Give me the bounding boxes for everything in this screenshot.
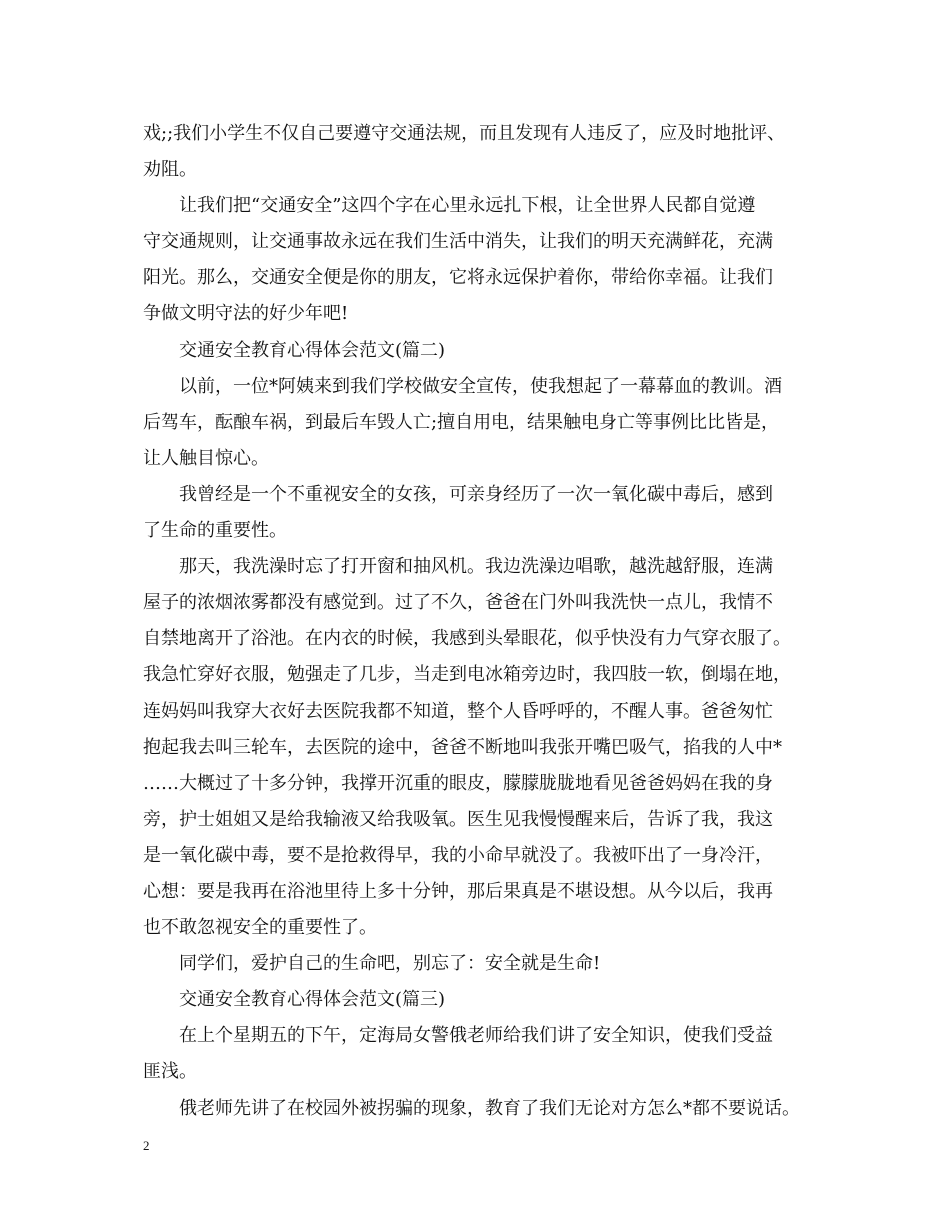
text-line: 匪浅。	[143, 1061, 197, 1083]
text-line: 让我们把“交通安全”这四个字在心里永远扎下根，让全世界人民都自觉遵	[179, 195, 756, 217]
text-line: 心想：要是我再在浴池里待上多十分钟，那后果真是不堪设想。从今以后，我再	[143, 880, 773, 902]
text-line: 是一氧化碳中毒，要不是抢救得早，我的小命早就没了。我被吓出了一身冷汗，	[143, 844, 773, 866]
text-line: 戏;;我们小学生不仅自己要遵守交通法规，而且发现有人违反了，应及时地批评、	[143, 123, 786, 144]
text-line: 旁，护士姐姐又是给我输液又给我吸氧。医生见我慢慢醒来后，告诉了我，我这	[143, 808, 773, 830]
text-line: ……大概过了十多分钟，我撑开沉重的眼皮，朦朦胧胧地看见爸爸妈妈在我的身	[143, 772, 773, 794]
text-line: 争做文明守法的好少年吧!	[143, 303, 349, 325]
section-heading: 交通安全教育心得体会范文(篇二)	[179, 339, 446, 361]
text-line: 连妈妈叫我穿大衣好去医院我都不知道，整个人昏呼呼的，不醒人事。爸爸匆忙	[143, 700, 773, 722]
text-line: 守交通规则，让交通事故永远在我们生活中消失，让我们的明天充满鲜花，充满	[143, 231, 773, 253]
text-line: 在上个星期五的下午，定海局女警俄老师给我们讲了安全知识，使我们受益	[179, 1025, 773, 1047]
text-line: 那天，我洗澡时忘了打开窗和抽风机。我边洗澡边唱歌，越洗越舒服，连满	[179, 556, 773, 578]
text-line: 我曾经是一个不重视安全的女孩，可亲身经历了一次一氧化碳中毒后，感到	[179, 483, 773, 505]
text-line: 抱起我去叫三轮车，去医院的途中，爸爸不断地叫我张开嘴巴吸气，掐我的人中*	[143, 736, 782, 758]
text-line: 同学们，爱护自己的生命吧，别忘了：安全就是生命!	[179, 953, 601, 975]
text-line: 屋子的浓烟浓雾都没有感觉到。过了不久，爸爸在门外叫我洗快一点儿，我情不	[143, 592, 773, 614]
text-line: 俄老师先讲了在校园外被拐骗的现象，教育了我们无论对方怎么*都不要说话。	[179, 1097, 800, 1119]
page-number: 2	[143, 1138, 150, 1153]
text-line: 我急忙穿好衣服，勉强走了几步，当走到电冰箱旁边时，我四肢一软，倒塌在地，	[143, 664, 791, 686]
text-line: 后驾车，酝酿车祸，到最后车毁人亡;擅自用电，结果触电身亡等事例比比皆是，	[143, 411, 780, 433]
text-line: 了生命的重要性。	[143, 520, 287, 542]
text-line: 也不敢忽视安全的重要性了。	[143, 917, 377, 939]
text-line: 让人触目惊心。	[143, 447, 269, 469]
text-line: 阳光。那么，交通安全便是你的朋友，它将永远保护着你，带给你幸福。让我们	[143, 267, 773, 289]
text-line: 自禁地离开了浴池。在内衣的时候，我感到头晕眼花，似乎快没有力气穿衣服了。	[143, 628, 791, 650]
text-line: 以前，一位*阿姨来到我们学校做安全宣传，使我想起了一幕幕血的教训。酒	[179, 375, 782, 397]
section-heading: 交通安全教育心得体会范文(篇三)	[179, 989, 446, 1011]
document-page	[143, 116, 823, 1127]
text-line: 劝阻。	[143, 159, 197, 181]
